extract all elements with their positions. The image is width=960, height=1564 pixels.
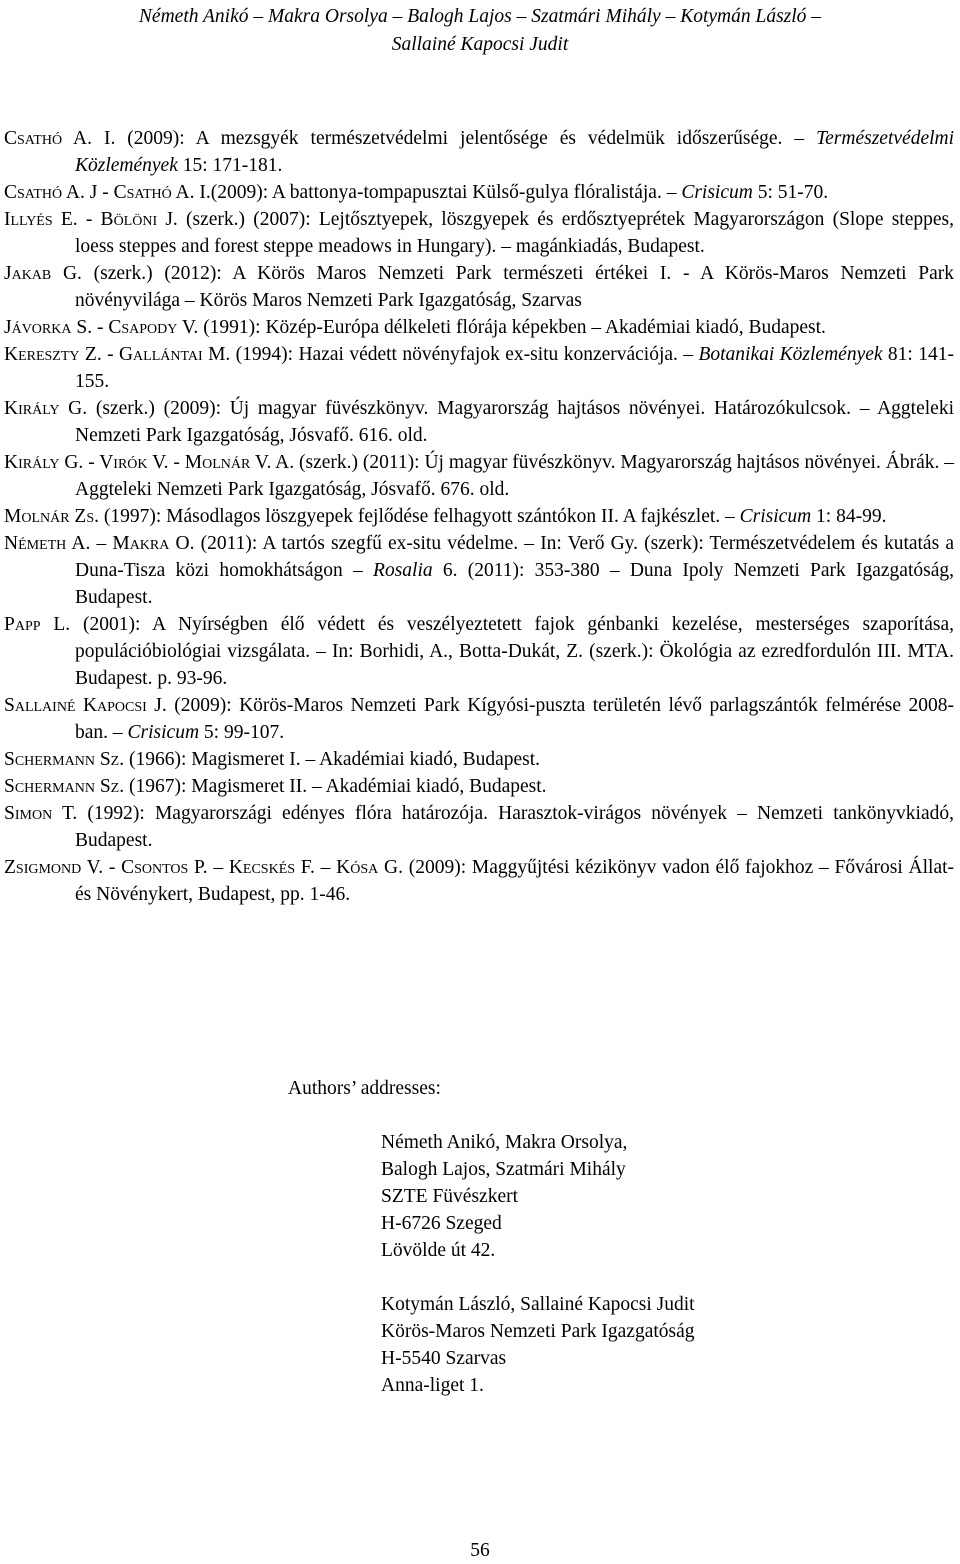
address-line: Balogh Lajos, Szatmári Mihály xyxy=(381,1159,626,1180)
reference-text: (1997): Másodlagos löszgyepek fejlődése felhagyott szántókon II. A fajkészlet. – xyxy=(99,506,740,527)
reference-author: Király G. xyxy=(4,398,88,419)
reference-text: (2009): A mezsgyék természetvédelmi jelentősége és védelmük időszerűsége. – xyxy=(115,128,817,149)
reference-author: Molnár Zs. xyxy=(4,506,100,527)
reference-entry xyxy=(4,449,954,503)
reference-entry xyxy=(4,773,954,800)
reference-author: Simon T. xyxy=(4,803,78,824)
reference-entry xyxy=(4,314,954,341)
reference-entry xyxy=(4,125,954,179)
reference-tail: 1: 84-99. xyxy=(811,506,887,527)
address-line: H-6726 Szeged xyxy=(381,1213,502,1234)
reference-entry xyxy=(4,611,954,692)
reference-text: (2009): Maggyűjtési kézikönyv vadon élő fajokhoz – Fővárosi Állat- és Növénykert, Budapest, pp. 1-46. xyxy=(75,857,955,905)
reference-journal: Természetvédelmi Közlemények xyxy=(75,128,955,176)
reference-text: (szerk.) (2007): Lejtősztyepek, löszgyepek és erdősztyeprétek Magyarországon (Slope steppes, loess steppes and forest steppe meadows in Hungary). – magánkiadás, Budapest. xyxy=(75,209,954,257)
reference-entry xyxy=(4,341,954,395)
address-line: Németh Anikó, Makra Orsolya, xyxy=(381,1132,628,1153)
reference-text: (2011): A tartós szegfű ex-situ védelme. – In: Verő Gy. (szerk): Természetvédelem és kutatás a Duna-Tisza közi homokhátságon – xyxy=(75,533,954,581)
reference-text: (1967): Magismeret II. – Akadémiai kiadó, Budapest. xyxy=(124,776,547,797)
reference-entry xyxy=(4,206,954,260)
reference-journal: Rosalia xyxy=(373,560,433,581)
reference-tail: 81: 141-155. xyxy=(75,344,954,392)
address-line: Anna-liget 1. xyxy=(381,1375,484,1396)
reference-tail: 5: 99-107. xyxy=(199,722,285,743)
reference-journal: Crisicum xyxy=(681,182,753,203)
reference-tail: 6. (2011): 353-380 – Duna Ipoly Nemzeti Park Igazgatóság, Budapest. xyxy=(75,560,954,608)
header-authors-line1: Németh Anikó – Makra Orsolya – Balogh Lajos – Szatmári Mihály – Kotymán László – xyxy=(138,6,822,27)
reference-entry xyxy=(4,260,954,314)
reference-author: Kereszty Z. - Gallántai M. xyxy=(4,344,231,365)
reference-text: (1994): Hazai védett növényfajok ex-situ konzervációja. – xyxy=(230,344,699,365)
reference-text: (2009): A battonya-tompapusztai Külső-gulya flóralistája. – xyxy=(210,182,682,203)
authors-addresses-title: Authors’ addresses: xyxy=(288,1078,441,1099)
reference-entry xyxy=(4,746,954,773)
reference-entry xyxy=(4,530,954,611)
address-block-szeged xyxy=(381,1129,627,1264)
reference-list xyxy=(4,125,954,908)
reference-text: (szerk.) (2011): Új magyar füvészkönyv. Magyarország hajtásos növényei. Ábrák. – Aggteleki Nemzeti Park Igazgatóság, Jósvafő. 676. old. xyxy=(75,452,954,500)
reference-tail: 15: 171-181. xyxy=(177,155,283,176)
reference-author: Zsigmond V. - Csontos P. – Kecskés F. – Kósa G. xyxy=(4,857,403,878)
reference-text: (1992): Magyarországi edényes flóra határozója. Harasztok-virágos növények – Nemzeti tankönyvkiadó, Budapest. xyxy=(75,803,954,851)
reference-author: Csathó A. J - Csathó A. I. xyxy=(4,182,211,203)
address-line: H-5540 Szarvas xyxy=(381,1348,507,1369)
reference-author: Németh A. – Makra O. xyxy=(4,533,195,554)
reference-author: Schermann Sz. xyxy=(4,776,125,797)
reference-text: (2001): A Nyírségben élő védett és veszélyeztetett fajok génbanki kezelése, mesterséges szaporítása, populációbiológiai vizsgálata. – In: Borhidi, A., Botta-Dukát, Z. (szerk.): Ökológia az ezredfordulón III. MTA. Budapest. p. 93-96. xyxy=(70,614,954,689)
address-line: SZTE Füvészkert xyxy=(381,1186,519,1207)
reference-entry xyxy=(4,179,954,206)
reference-journal: Botanikai Közlemények xyxy=(698,344,883,365)
reference-journal: Crisicum xyxy=(739,506,812,527)
reference-author: Sallainé Kapocsi J. xyxy=(4,695,167,716)
reference-entry xyxy=(4,395,954,449)
header-authors-line2: Sallainé Kapocsi Judit xyxy=(391,34,569,55)
reference-author: Csathó A. I. xyxy=(4,128,116,149)
reference-author: Schermann Sz. xyxy=(4,749,125,770)
address-line: Körös-Maros Nemzeti Park Igazgatóság xyxy=(381,1321,695,1342)
reference-tail: 5: 51-70. xyxy=(752,182,829,203)
reference-text: (szerk.) (2009): Új magyar füvészkönyv. Magyarország hajtásos növényei. Határozókulcsok. – Aggteleki Nemzeti Park Igazgatóság, Jósvafő. 616. old. xyxy=(75,398,954,446)
reference-author: Jakab G. xyxy=(4,263,82,284)
address-line: Kotymán László, Sallainé Kapocsi Judit xyxy=(381,1294,695,1315)
reference-text: (2009): Körös-Maros Nemzeti Park Kígyósi-puszta területén lévő parlagszántók felmérése 2008-ban. – xyxy=(75,695,954,743)
reference-text: (1966): Magismeret I. – Akadémiai kiadó, Budapest. xyxy=(124,749,541,770)
reference-entry xyxy=(4,692,954,746)
reference-author: Jávorka S. - Csapody V. xyxy=(4,317,199,338)
reference-author: Papp L. xyxy=(4,614,71,635)
reference-text: (szerk.) (2012): A Körös Maros Nemzeti Park természeti értékei I. - A Körös-Maros Nemzeti Park növényvilága – Körös Maros Nemzeti Park Igazgatóság, Szarvas xyxy=(75,263,954,311)
address-block-szarvas xyxy=(381,1291,695,1399)
page-number: 56 xyxy=(470,1540,490,1561)
reference-text: (1991): Közép-Európa délkeleti flórája képekben – Akadémiai kiadó, Budapest. xyxy=(198,317,826,338)
reference-entry xyxy=(4,503,954,530)
reference-entry xyxy=(4,854,954,908)
running-header xyxy=(0,3,960,59)
reference-entry xyxy=(4,800,954,854)
reference-journal: Crisicum xyxy=(127,722,200,743)
reference-author: Király G. - Virók V. - Molnár V. A. xyxy=(4,452,295,473)
address-line: Lövölde út 42. xyxy=(381,1240,496,1261)
reference-author: Illyés E. - Bölöni J. xyxy=(4,209,178,230)
